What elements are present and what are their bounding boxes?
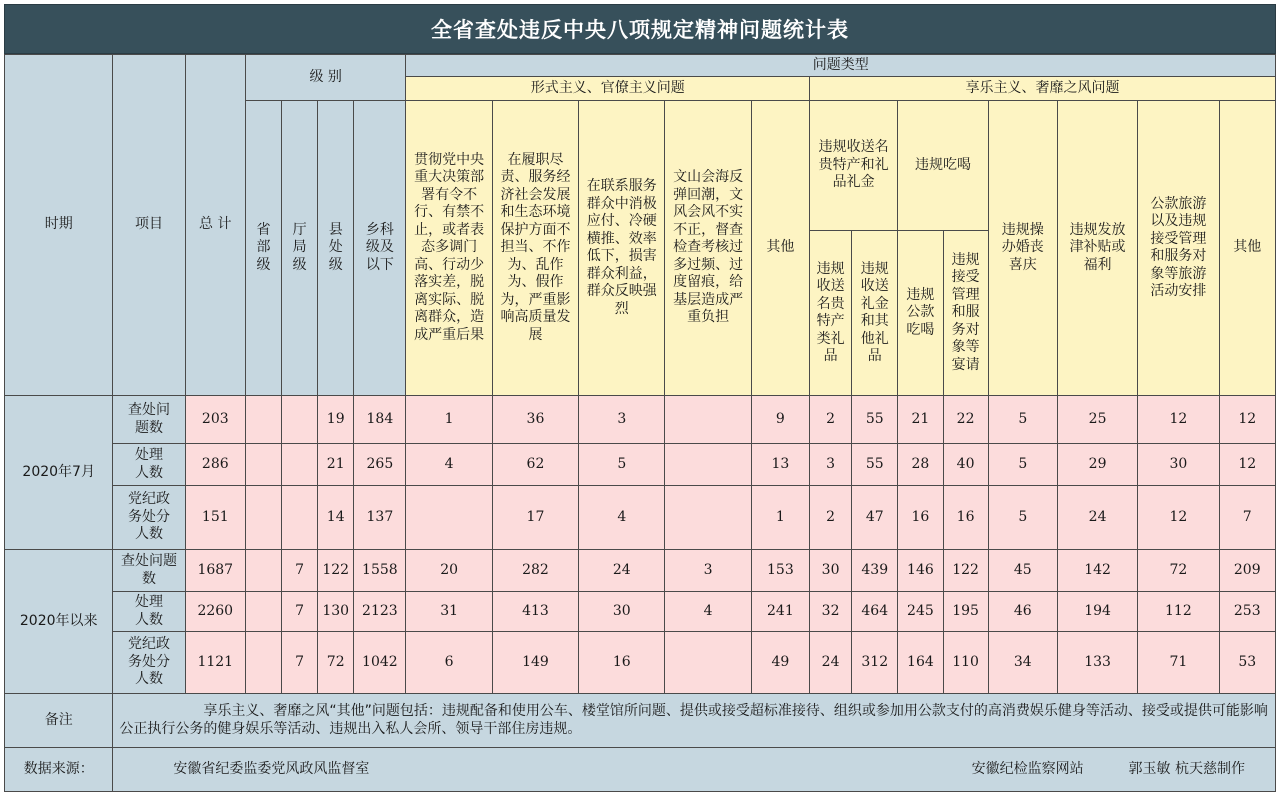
value-cell: 194	[1057, 592, 1137, 632]
value-cell: 2	[810, 396, 852, 444]
value-cell: 62	[492, 444, 578, 486]
value-cell: 30	[810, 550, 852, 592]
total-header: 总 计	[185, 55, 245, 396]
value-cell: 203	[185, 396, 245, 444]
source-org: 安徽省纪委监委党风政风监督室	[173, 760, 370, 777]
value-cell: 19	[318, 396, 354, 444]
value-cell	[245, 550, 281, 592]
value-cell	[245, 592, 281, 632]
gift-col-cash: 违规收送礼金和其他礼品	[860, 260, 889, 364]
value-cell: 7	[282, 592, 318, 632]
source-authors: 郭玉敏 杭天慈制作	[1128, 760, 1245, 777]
value-cell: 21	[318, 444, 354, 486]
value-cell: 21	[898, 396, 943, 444]
value-cell: 14	[318, 486, 354, 550]
value-cell: 71	[1138, 632, 1219, 694]
value-cell: 195	[943, 592, 988, 632]
value-cell: 142	[1057, 550, 1137, 592]
value-cell: 149	[492, 632, 578, 694]
value-cell: 20	[406, 550, 492, 592]
value-cell: 137	[354, 486, 406, 550]
item-cell: 党纪政务处分人数	[128, 491, 171, 543]
value-cell: 7	[282, 550, 318, 592]
value-cell: 1687	[185, 550, 245, 592]
value-cell: 34	[988, 632, 1057, 694]
value-cell	[245, 632, 281, 694]
value-cell: 2123	[354, 592, 406, 632]
source-label: 数据来源：	[5, 748, 113, 792]
value-cell: 17	[492, 486, 578, 550]
formalism-col-4: 文山会海反弹回潮，文风会风不实不正，督查检查考核过多过频、过度留痕，给基层造成严重负担	[673, 169, 744, 326]
value-cell: 22	[943, 396, 988, 444]
value-cell	[282, 444, 318, 486]
value-cell	[665, 396, 751, 444]
value-cell: 7	[282, 632, 318, 694]
value-cell: 4	[406, 444, 492, 486]
table-row	[5, 632, 1276, 694]
value-cell: 4	[665, 592, 751, 632]
note-text: 享乐主义、奢靡之风“其他”问题包括：违规配备和使用公车、楼堂馆所问题、提供或接受超标准接待、组织或参加用公款支付的高消费娱乐健身等活动、接受或提供可能影响公正执行公务的健身娱乐等活动、违规出入私人会所、领导干部住房违规。	[119, 703, 1268, 737]
value-cell: 30	[579, 592, 665, 632]
value-cell: 3	[579, 396, 665, 444]
value-cell: 1042	[354, 632, 406, 694]
value-cell: 146	[898, 550, 943, 592]
value-cell: 6	[406, 632, 492, 694]
value-cell: 45	[988, 550, 1057, 592]
hedonism-col-wedding: 违规操办婚丧喜庆	[1001, 221, 1044, 273]
value-cell: 9	[751, 396, 809, 444]
level-provincial: 省部级	[256, 221, 271, 273]
value-cell: 439	[852, 550, 898, 592]
item-cell: 处理人数	[135, 447, 164, 481]
value-cell: 12	[1219, 444, 1275, 486]
problem-type-header: 问题类型	[406, 55, 1276, 77]
value-cell: 241	[751, 592, 809, 632]
formalism-col-3: 在联系服务群众中消极应付、冷硬横推、效率低下，损害群众利益，群众反映强烈	[586, 178, 657, 317]
value-cell: 122	[318, 550, 354, 592]
formalism-col-1: 贯彻党中央重大决策部署有令不行、有禁不止，或者表态多调门高、行动少落实差，脱离实际、脱离群众，造成严重后果	[414, 151, 485, 343]
value-cell: 1121	[185, 632, 245, 694]
dining-group-header: 违规吃喝	[898, 101, 988, 231]
value-cell: 55	[852, 444, 898, 486]
formalism-group-header: 形式主义、官僚主义问题	[406, 77, 810, 101]
value-cell: 53	[1219, 632, 1275, 694]
formalism-col-other: 其他	[751, 101, 809, 396]
value-cell: 29	[1057, 444, 1137, 486]
period-cell: 2020年以来	[5, 550, 113, 694]
value-cell: 209	[1219, 550, 1275, 592]
value-cell: 25	[1057, 396, 1137, 444]
formalism-col-2: 在履职尽责、服务经济社会发展和生态环境保护方面不担当、不作为、乱作为、假作为，严重影响高质量发展	[500, 151, 571, 343]
value-cell: 265	[354, 444, 406, 486]
value-cell: 464	[852, 592, 898, 632]
value-cell	[245, 444, 281, 486]
item-cell: 查处问题数	[128, 402, 171, 436]
value-cell: 16	[898, 486, 943, 550]
period-cell: 2020年7月	[5, 396, 113, 550]
value-cell: 28	[898, 444, 943, 486]
value-cell: 72	[318, 632, 354, 694]
hedonism-col-other: 其他	[1219, 101, 1275, 396]
value-cell: 5	[988, 444, 1057, 486]
item-cell: 处理人数	[135, 594, 164, 628]
level-county: 县处级	[328, 221, 343, 273]
stats-table	[4, 54, 1276, 792]
dining-col-banquet: 违规接受管理和服务对象等宴请	[951, 251, 980, 373]
value-cell: 7	[1219, 486, 1275, 550]
value-cell: 55	[852, 396, 898, 444]
value-cell: 12	[1138, 486, 1219, 550]
value-cell: 1	[751, 486, 809, 550]
level-bureau: 厅局级	[292, 221, 307, 273]
value-cell: 151	[185, 486, 245, 550]
source-site: 安徽纪检监察网站	[971, 760, 1084, 777]
value-cell: 24	[579, 550, 665, 592]
value-cell: 36	[492, 396, 578, 444]
value-cell	[282, 396, 318, 444]
value-cell: 5	[988, 486, 1057, 550]
value-cell	[406, 486, 492, 550]
level-header: 级 别	[245, 55, 406, 101]
value-cell: 153	[751, 550, 809, 592]
value-cell: 184	[354, 396, 406, 444]
value-cell: 3	[665, 550, 751, 592]
value-cell: 5	[579, 444, 665, 486]
value-cell: 49	[751, 632, 809, 694]
hedonism-col-subsidy: 违规发放津补贴或福利	[1069, 221, 1126, 273]
item-header: 项目	[113, 55, 185, 396]
value-cell: 12	[1219, 396, 1275, 444]
value-cell: 30	[1138, 444, 1219, 486]
value-cell	[665, 632, 751, 694]
value-cell: 112	[1138, 592, 1219, 632]
table-row	[5, 550, 1276, 592]
hedonism-col-travel: 公款旅游以及违规接受管理和服务对象等旅游活动安排	[1150, 195, 1207, 299]
value-cell: 1558	[354, 550, 406, 592]
value-cell: 413	[492, 592, 578, 632]
value-cell: 72	[1138, 550, 1219, 592]
dining-col-public: 违规公款吃喝	[906, 286, 935, 338]
value-cell: 13	[751, 444, 809, 486]
value-cell: 24	[810, 632, 852, 694]
period-header: 时期	[5, 55, 113, 396]
value-cell: 312	[852, 632, 898, 694]
value-cell: 2260	[185, 592, 245, 632]
value-cell: 253	[1219, 592, 1275, 632]
note-label: 备注	[5, 694, 113, 748]
source-row	[113, 761, 1275, 779]
value-cell: 12	[1138, 396, 1219, 444]
page-title: 全省查处违反中央八项规定精神问题统计表	[4, 4, 1276, 54]
value-cell: 1	[406, 396, 492, 444]
hedonism-group-header: 享乐主义、奢靡之风问题	[810, 77, 1276, 101]
value-cell: 286	[185, 444, 245, 486]
value-cell: 245	[898, 592, 943, 632]
value-cell: 47	[852, 486, 898, 550]
level-township: 乡科级及以下	[365, 221, 394, 273]
value-cell	[665, 486, 751, 550]
table-row	[5, 396, 1276, 444]
value-cell: 16	[579, 632, 665, 694]
table-row	[5, 486, 1276, 550]
value-cell: 31	[406, 592, 492, 632]
value-cell: 32	[810, 592, 852, 632]
value-cell	[282, 486, 318, 550]
table-row	[5, 444, 1276, 486]
value-cell: 3	[810, 444, 852, 486]
value-cell	[665, 444, 751, 486]
value-cell: 46	[988, 592, 1057, 632]
value-cell: 24	[1057, 486, 1137, 550]
value-cell: 122	[943, 550, 988, 592]
value-cell: 40	[943, 444, 988, 486]
value-cell: 4	[579, 486, 665, 550]
value-cell: 164	[898, 632, 943, 694]
value-cell: 5	[988, 396, 1057, 444]
table-row	[5, 592, 1276, 632]
gift-col-specialty: 违规收送名贵特产类礼品	[816, 260, 845, 364]
value-cell: 282	[492, 550, 578, 592]
value-cell: 130	[318, 592, 354, 632]
value-cell: 110	[943, 632, 988, 694]
item-cell: 党纪政务处分人数	[128, 636, 171, 688]
value-cell	[245, 396, 281, 444]
value-cell: 2	[810, 486, 852, 550]
value-cell: 16	[943, 486, 988, 550]
gift-group-header: 违规收送名贵特产和礼品礼金	[818, 139, 889, 191]
value-cell: 133	[1057, 632, 1137, 694]
item-cell: 查处问题数	[121, 553, 178, 587]
value-cell	[245, 486, 281, 550]
